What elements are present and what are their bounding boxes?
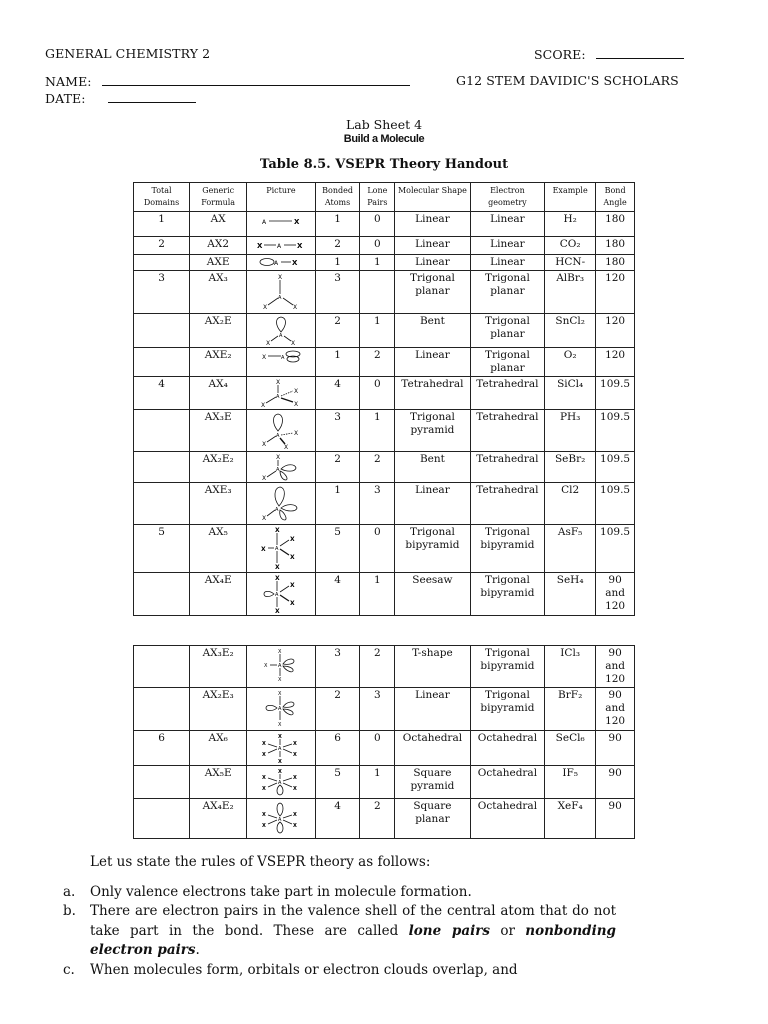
date-field [45, 90, 196, 106]
shape-cell: Bent [395, 452, 471, 483]
formula-cell: AXE₃ [190, 483, 247, 525]
svg-text:X: X [292, 775, 297, 781]
svg-text:A: A [274, 592, 279, 598]
lone-cell: 3 [360, 688, 395, 731]
shape-cell: Trigonal bipyramid [395, 525, 471, 573]
lone-cell: 0 [360, 212, 395, 237]
tetrahedral-icon [247, 377, 315, 410]
shape-cell: T-shape [395, 646, 471, 688]
rule-b-text-2: or [489, 922, 526, 939]
table-row [134, 452, 635, 483]
svg-text:X: X [261, 741, 266, 747]
svg-text:A: A [277, 295, 282, 301]
svg-text:X: X [277, 691, 282, 697]
bonded-cell: 4 [315, 799, 360, 839]
bonded-cell: 4 [315, 377, 360, 410]
lone-cell: 1 [360, 255, 395, 271]
svg-text:A: A [273, 260, 279, 267]
svg-text:A: A [277, 663, 282, 669]
shape-cell: Octahedral [395, 731, 471, 766]
svg-text:X: X [290, 340, 296, 345]
svg-text:X: X [263, 663, 268, 669]
header-cell: Example [545, 183, 596, 212]
trigonal-pyramid-icon [247, 410, 315, 452]
example-cell: ICl₃ [545, 646, 596, 688]
bonded-cell: 5 [315, 525, 360, 573]
bonded-cell: 6 [315, 731, 360, 766]
example-cell: Cl2 [545, 483, 596, 525]
lone-cell: 1 [360, 410, 395, 452]
table-row [134, 731, 635, 766]
angle-cell: 109.5 [596, 377, 635, 410]
svg-text:X: X [277, 274, 283, 281]
vsepr-table-part1 [133, 182, 635, 616]
example-cell: PH₃ [545, 410, 596, 452]
domains-cell [134, 314, 190, 348]
angle-cell: 90 [596, 731, 635, 766]
geometry-cell: Linear [470, 212, 544, 237]
header-cell: Bond Angle [596, 183, 635, 212]
example-cell: IF₅ [545, 766, 596, 799]
svg-text:X: X [274, 608, 280, 614]
rule-c-text: When molecules form, orbitals or electron clouds overlap, and [90, 961, 518, 978]
table-row [134, 766, 635, 799]
formula-cell: AX₃ [190, 271, 247, 314]
svg-text:X: X [289, 582, 295, 589]
svg-text:X: X [292, 741, 297, 747]
header-cell: Bonded Atoms [315, 183, 360, 212]
bonded-cell: 3 [315, 410, 360, 452]
lone-cell: 0 [360, 731, 395, 766]
svg-text:X: X [292, 304, 298, 310]
svg-text:X: X [274, 527, 280, 534]
svg-text:X: X [277, 769, 282, 775]
geometry-cell: Octahedral [470, 766, 544, 799]
table-row [134, 799, 635, 839]
rule-b-marker: b. [63, 903, 76, 919]
domains-cell [134, 688, 190, 731]
svg-text:X: X [261, 823, 266, 829]
shape-cell: Bent [395, 314, 471, 348]
domains-cell: 5 [134, 525, 190, 573]
svg-text:A: A [276, 243, 282, 250]
geometry-cell: Linear [470, 255, 544, 271]
trigonal-bipyramid-icon [247, 525, 315, 573]
shape-cell: Linear [395, 237, 471, 255]
score-field [534, 46, 684, 62]
svg-text:X: X [261, 775, 266, 781]
example-cell: AlBr₃ [545, 271, 596, 314]
shape-cell: Linear [395, 255, 471, 271]
svg-text:X: X [277, 759, 282, 764]
svg-text:X: X [293, 401, 299, 408]
svg-text:X: X [261, 354, 267, 361]
lone-cell [360, 271, 395, 314]
score-blank[interactable] [596, 46, 684, 59]
svg-text:X: X [283, 444, 289, 449]
table-row [134, 410, 635, 452]
svg-text:A: A [280, 355, 285, 361]
svg-text:X: X [261, 441, 267, 448]
svg-text:A: A [278, 333, 283, 339]
example-cell: BrF₂ [545, 688, 596, 731]
formula-cell: AX₅E [190, 766, 247, 799]
header-cell: Picture [247, 183, 315, 212]
example-cell: SnCl₂ [545, 314, 596, 348]
trigonal-planar-icon [247, 271, 315, 314]
header-cell: Electron geometry [470, 183, 544, 212]
formula-cell: AX₂E₃ [190, 688, 247, 731]
example-cell: SeH₄ [545, 573, 596, 616]
geometry-cell: Trigonal planar [470, 271, 544, 314]
linear-2-icon [247, 237, 315, 255]
example-cell: SeCl₆ [545, 731, 596, 766]
vsepr-table-part2 [133, 645, 635, 839]
table-row [134, 377, 635, 410]
svg-text:X: X [261, 752, 266, 758]
formula-cell: AX₄E₂ [190, 799, 247, 839]
lone-cell: 1 [360, 573, 395, 616]
shape-cell: Linear [395, 688, 471, 731]
lone-cell: 0 [360, 525, 395, 573]
formula-cell: AX₅ [190, 525, 247, 573]
svg-text:A: A [277, 746, 282, 752]
angle-cell: 109.5 [596, 483, 635, 525]
domains-cell: 4 [134, 377, 190, 410]
lone-cell: 2 [360, 452, 395, 483]
bent-tetrahedral-icon [247, 452, 315, 483]
angle-cell: 90 [596, 766, 635, 799]
formula-cell: AXE [190, 255, 247, 271]
example-cell: SeBr₂ [545, 452, 596, 483]
lab-sheet-title: Lab Sheet 4 [345, 117, 423, 132]
linear-three-lonepair-icon [247, 483, 315, 525]
svg-text:X: X [274, 575, 280, 582]
header-cell: Total Domains [134, 183, 190, 212]
angle-cell: 180 [596, 237, 635, 255]
table-row [134, 483, 635, 525]
bonded-cell: 4 [315, 573, 360, 616]
example-cell: H₂ [545, 212, 596, 237]
rules-list [26, 883, 616, 981]
lone-cell: 2 [360, 646, 395, 688]
linear-two-lonepair-icon [247, 348, 315, 377]
angle-cell: 90 and 120 [596, 646, 635, 688]
geometry-cell: Tetrahedral [470, 452, 544, 483]
svg-text:A: A [261, 219, 267, 226]
svg-text:X: X [262, 304, 268, 310]
svg-text:X: X [274, 564, 280, 570]
bonded-cell: 1 [315, 483, 360, 525]
table-row [134, 314, 635, 348]
bonded-cell: 3 [315, 271, 360, 314]
domains-cell [134, 766, 190, 799]
example-cell: CO₂ [545, 237, 596, 255]
rule-a [26, 883, 616, 903]
bonded-cell: 3 [315, 646, 360, 688]
svg-text:A: A [277, 817, 282, 823]
formula-cell: AX [190, 212, 247, 237]
rule-b-text-1: There are electron pairs in the valence shell of the central atom that do not take part in the bond. These are called [90, 903, 616, 939]
geometry-cell: Linear [470, 237, 544, 255]
formula-cell: AX₂E [190, 314, 247, 348]
rule-b-emphasis-nonbonding: nonbonding electron pairs [90, 922, 616, 958]
square-pyramid-icon [247, 766, 315, 799]
lone-cell: 2 [360, 799, 395, 839]
table-row [134, 212, 635, 237]
shape-cell: Trigonal planar [395, 271, 471, 314]
svg-text:X: X [261, 812, 266, 818]
svg-text:A: A [277, 706, 282, 712]
header-cell: Molecular Shape [395, 183, 471, 212]
svg-text:A: A [275, 394, 280, 400]
svg-text:X: X [261, 475, 267, 481]
svg-text:X: X [261, 515, 267, 522]
angle-cell: 120 [596, 314, 635, 348]
example-cell: HCN- [545, 255, 596, 271]
svg-text:X: X [293, 388, 299, 395]
angle-cell: 180 [596, 212, 635, 237]
bonded-cell: 1 [315, 212, 360, 237]
svg-text:A: A [277, 780, 282, 786]
angle-cell: 109.5 [596, 525, 635, 573]
geometry-cell: Tetrahedral [470, 483, 544, 525]
domains-cell: 2 [134, 237, 190, 255]
lone-cell: 1 [360, 766, 395, 799]
bonded-cell: 1 [315, 255, 360, 271]
lone-cell: 2 [360, 348, 395, 377]
bonded-cell: 2 [315, 237, 360, 255]
angle-cell: 180 [596, 255, 635, 271]
formula-cell: AX₄E [190, 573, 247, 616]
linear-bipyramid-icon [247, 688, 315, 731]
domains-cell: 6 [134, 731, 190, 766]
svg-text:X: X [292, 812, 297, 818]
angle-cell: 90 and 120 [596, 573, 635, 616]
domains-cell [134, 255, 190, 271]
domains-cell [134, 646, 190, 688]
geometry-cell: Trigonal bipyramid [470, 646, 544, 688]
svg-text:X: X [256, 242, 263, 250]
svg-text:X: X [289, 600, 295, 607]
example-cell: XeF₄ [545, 799, 596, 839]
domains-cell [134, 573, 190, 616]
t-shape-icon [247, 646, 315, 688]
svg-text:X: X [265, 340, 271, 345]
rule-c-marker: c. [63, 961, 75, 978]
svg-text:X: X [277, 677, 282, 683]
svg-text:X: X [292, 786, 297, 792]
svg-text:X: X [275, 379, 281, 386]
section-label: G12 STEM DAVIDIC'S SCHOLARS [456, 73, 679, 88]
svg-text:A: A [275, 467, 280, 473]
geometry-cell: Trigonal planar [470, 348, 544, 377]
svg-text:X: X [277, 649, 282, 655]
example-cell: AsF₅ [545, 525, 596, 573]
formula-cell: AXE₂ [190, 348, 247, 377]
formula-cell: AX₄ [190, 377, 247, 410]
rule-b-emphasis-lone-pairs: lone pairs [408, 922, 490, 939]
square-planar-icon [247, 799, 315, 839]
table-header-row [134, 183, 635, 212]
domains-cell: 1 [134, 212, 190, 237]
formula-cell: AX₂E₂ [190, 452, 247, 483]
example-cell: O₂ [545, 348, 596, 377]
geometry-cell: Tetrahedral [470, 410, 544, 452]
angle-cell: 109.5 [596, 452, 635, 483]
bent-icon [247, 314, 315, 348]
name-field [45, 73, 410, 89]
rules-intro: Let us state the rules of VSEPR theory as follows: [90, 854, 431, 870]
svg-text:X: X [260, 546, 266, 553]
rule-a-text: Only valence electrons take part in molecule formation. [90, 883, 472, 900]
geometry-cell: Octahedral [470, 731, 544, 766]
svg-text:X: X [293, 218, 300, 226]
date-blank[interactable] [108, 90, 196, 103]
name-blank[interactable] [102, 73, 410, 86]
geometry-cell: Trigonal planar [470, 314, 544, 348]
svg-text:X: X [275, 454, 281, 461]
bonded-cell: 2 [315, 452, 360, 483]
svg-text:X: X [291, 259, 298, 267]
shape-cell: Square planar [395, 799, 471, 839]
geometry-cell: Trigonal bipyramid [470, 688, 544, 731]
geometry-cell: Tetrahedral [470, 377, 544, 410]
rule-c [26, 961, 616, 981]
seesaw-icon [247, 573, 315, 616]
domains-cell [134, 799, 190, 839]
octahedral-icon [247, 731, 315, 766]
rule-b-text-3: . [195, 942, 200, 958]
geometry-cell: Trigonal bipyramid [470, 573, 544, 616]
domains-cell [134, 483, 190, 525]
domains-cell: 3 [134, 271, 190, 314]
svg-text:A: A [275, 433, 280, 439]
header-cell: Lone Pairs [360, 183, 395, 212]
bonded-cell: 5 [315, 766, 360, 799]
domains-cell [134, 452, 190, 483]
example-cell: SiCl₄ [545, 377, 596, 410]
shape-cell: Linear [395, 348, 471, 377]
svg-text:X: X [293, 430, 299, 437]
formula-cell: AX₃E [190, 410, 247, 452]
lone-cell: 1 [360, 314, 395, 348]
formula-cell: AX2 [190, 237, 247, 255]
shape-cell: Linear [395, 483, 471, 525]
rule-b [26, 902, 616, 961]
angle-cell: 90 and 120 [596, 688, 635, 731]
table-row [134, 255, 635, 271]
bonded-cell: 2 [315, 688, 360, 731]
table-row [134, 646, 635, 688]
table-row [134, 573, 635, 616]
header-cell: Generic Formula [190, 183, 247, 212]
svg-text:X: X [260, 402, 266, 408]
domains-cell [134, 348, 190, 377]
angle-cell: 120 [596, 271, 635, 314]
bonded-cell: 2 [315, 314, 360, 348]
geometry-cell: Trigonal bipyramid [470, 525, 544, 573]
name-label: NAME: [45, 74, 92, 89]
table-caption: Table 8.5. VSEPR Theory Handout [259, 157, 509, 172]
course-title: GENERAL CHEMISTRY 2 [45, 46, 211, 61]
lone-cell: 0 [360, 377, 395, 410]
linear-1-icon [247, 212, 315, 237]
score-label: SCORE: [534, 47, 586, 62]
svg-text:X: X [296, 242, 303, 250]
vsepr-rules [26, 853, 616, 980]
lone-cell: 0 [360, 237, 395, 255]
formula-cell: AX₆ [190, 731, 247, 766]
table-row [134, 688, 635, 731]
shape-cell: Tetrahedral [395, 377, 471, 410]
svg-text:X: X [289, 536, 295, 543]
activity-title: Build a Molecule [343, 133, 425, 145]
svg-text:X: X [277, 734, 282, 740]
rule-a-marker: a. [63, 883, 76, 900]
shape-cell: Square pyramid [395, 766, 471, 799]
formula-cell: AX₃E₂ [190, 646, 247, 688]
bonded-cell: 1 [315, 348, 360, 377]
svg-text:X: X [292, 752, 297, 758]
domains-cell [134, 410, 190, 452]
svg-text:A: A [274, 507, 279, 513]
shape-cell: Linear [395, 212, 471, 237]
shape-cell: Seesaw [395, 573, 471, 616]
table-row [134, 271, 635, 314]
table-row [134, 237, 635, 255]
angle-cell: 109.5 [596, 410, 635, 452]
date-label: DATE: [45, 91, 86, 106]
shape-cell: Trigonal pyramid [395, 410, 471, 452]
svg-text:A: A [274, 546, 279, 552]
geometry-cell: Octahedral [470, 799, 544, 839]
svg-text:X: X [277, 722, 282, 727]
lone-cell: 3 [360, 483, 395, 525]
svg-text:X: X [289, 554, 295, 561]
angle-cell: 120 [596, 348, 635, 377]
table-row [134, 348, 635, 377]
table-row [134, 525, 635, 573]
linear-lonepair-icon [247, 255, 315, 271]
angle-cell: 90 [596, 799, 635, 839]
svg-text:X: X [292, 823, 297, 829]
svg-text:X: X [261, 786, 266, 792]
